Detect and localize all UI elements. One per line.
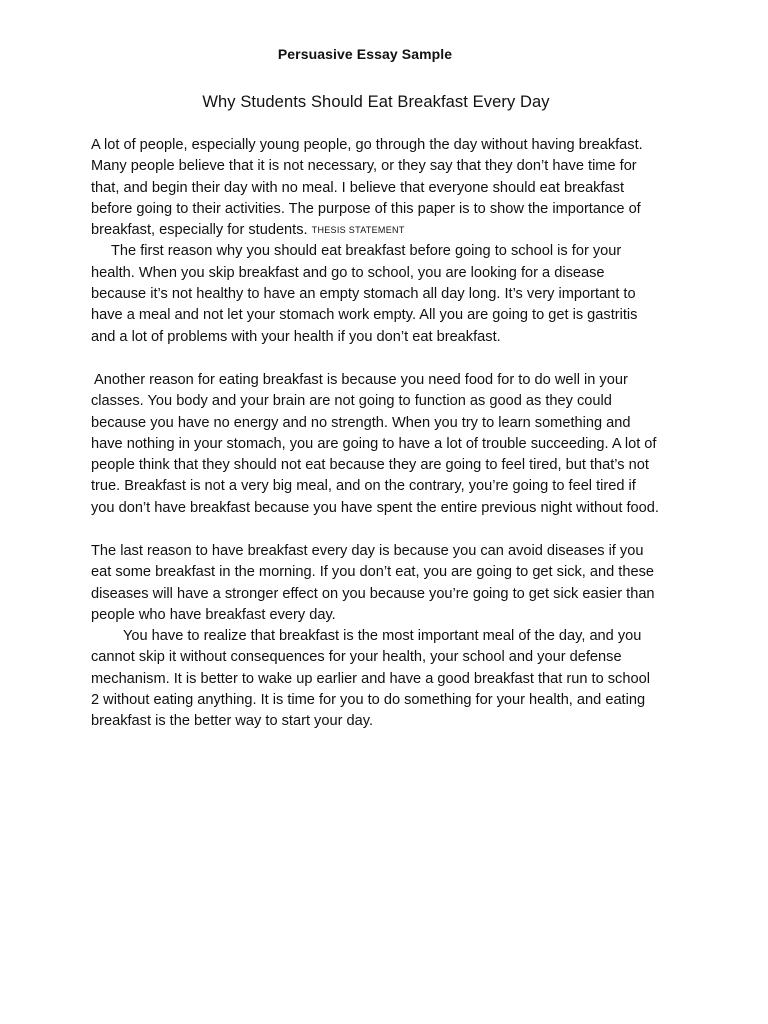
paragraph-line: You have to realize that breakfast is the most important meal of the day, and you	[123, 628, 642, 645]
second-reason-paragraph	[91, 370, 691, 519]
paragraph-line: because it’s not healthy to have an empty stomach all day long. It’s very important to	[91, 286, 636, 303]
paragraph-line: cannot skip it without consequences for your health, your school and your defense	[91, 649, 622, 666]
paragraph-line: people think that they should not eat because they are going to feel tired, but that’s not	[91, 457, 649, 474]
paragraph-line: Another reason for eating breakfast is because you need food for to do well in your	[94, 372, 628, 388]
paragraph-line: mechanism. It is better to wake up earlier and have a good breakfast that run to school	[91, 670, 650, 687]
essay-title: Why Students Should Eat Breakfast Every Day	[202, 93, 550, 111]
paragraph-line: you don’t have breakfast because you have spent the entire previous night without food.	[91, 499, 659, 516]
paragraph-line: The last reason to have breakfast every day is because you can avoid diseases if you	[91, 543, 644, 559]
paragraph-line: and a lot of problems with your health if you don’t eat breakfast.	[91, 328, 501, 345]
paragraph-line: people who have breakfast every day.	[91, 606, 336, 623]
paragraph-line: eat some breakfast in the morning. If you don’t eat, you are going to get sick, and these	[91, 564, 655, 581]
intro-and-first-reason	[91, 135, 691, 348]
paragraph-line: 2 without eating anything. It is time for you to do something for your health, and eating	[91, 692, 646, 709]
paragraph-line: true. Breakfast is not a very big meal, and on the contrary, you’re going to feel tired if	[91, 478, 636, 495]
paragraph-line: breakfast, especially for students.	[91, 222, 308, 239]
paragraph-line: because you have no energy and no strength. When you try to learn something and	[91, 414, 631, 431]
paragraph-line: health. When you skip breakfast and go to school, you are looking for a disease	[91, 264, 605, 281]
paragraph-line: breakfast is the better way to start your day.	[91, 713, 374, 730]
paragraph-line: that, and begin their day with no meal. I believe that everyone should eat breakfast	[91, 179, 625, 196]
paragraph-line: diseases will have a stronger effect on you because you’re going to get sick easier than	[91, 585, 655, 602]
third-reason-and-conclusion	[91, 541, 691, 733]
paragraph-line: classes. You body and your brain are not going to function as good as they could	[91, 393, 612, 410]
paragraph-line: before going to their activities. The purpose of this paper is to show the importance of	[91, 200, 641, 217]
paragraph-line: A lot of people, especially young people, go through the day without having breakfast.	[91, 137, 643, 153]
paragraph-line: Many people believe that it is not necessary, or they say that they don’t have time for	[91, 158, 637, 175]
paragraph-line-with-note	[91, 220, 691, 241]
document-label: Persuasive Essay Sample	[277, 46, 453, 62]
paragraph-line: have nothing in your stomach, you are going to have a lot of trouble succeeding. A lot of	[91, 435, 657, 452]
paragraph-line: The first reason why you should eat breakfast before going to school is for your	[111, 243, 622, 260]
paragraph-line: have a meal and not let your stomach work empty. All you are going to get is gastritis	[91, 307, 638, 324]
thesis-statement-note: THESIS STATEMENT	[311, 225, 405, 236]
